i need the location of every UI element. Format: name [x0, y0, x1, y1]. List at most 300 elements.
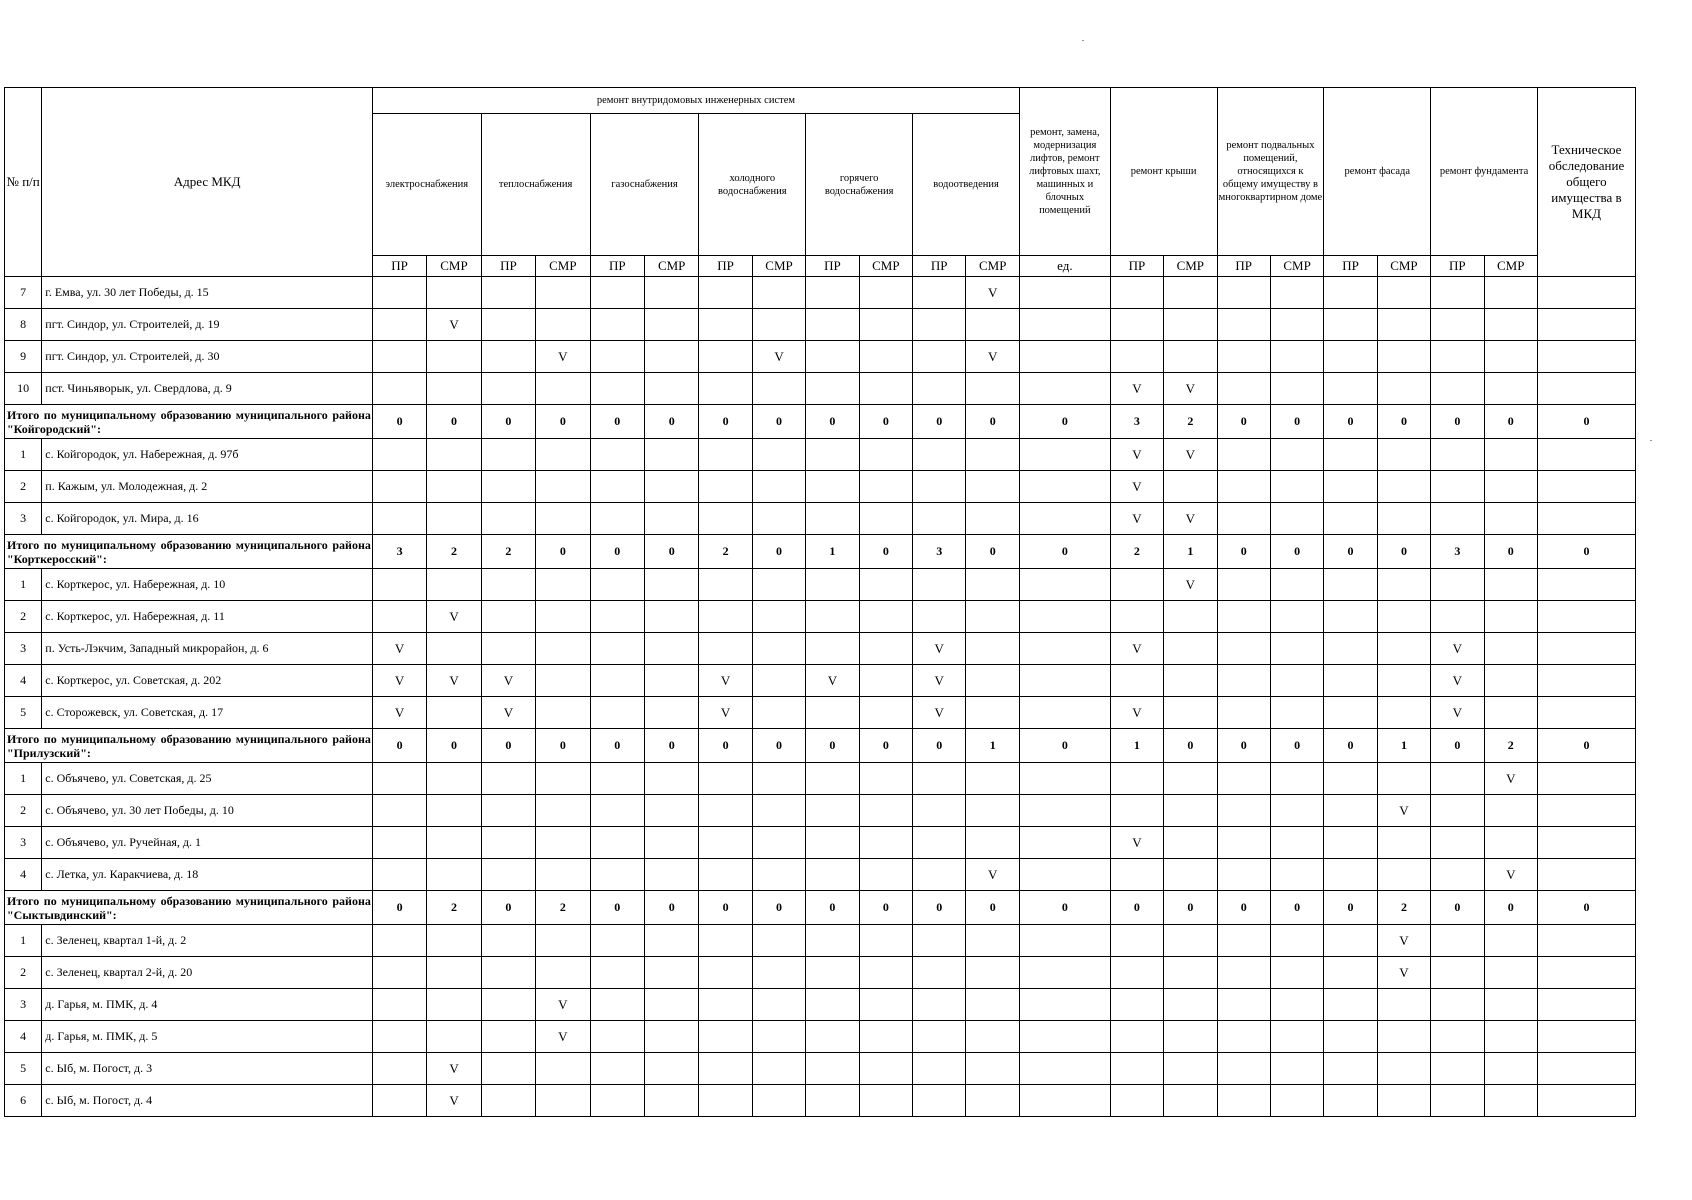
row-number: 4: [5, 665, 42, 697]
mark-cell: [1020, 1053, 1111, 1085]
total-cell: 2: [536, 891, 590, 925]
mark-cell: [752, 277, 805, 309]
row-address: с. Объячево, ул. 30 лет Победы, д. 10: [42, 795, 373, 827]
mark-cell: [859, 957, 912, 989]
mark-cell: [966, 1021, 1020, 1053]
mark-cell: [1431, 859, 1484, 891]
mark-cell: [590, 925, 644, 957]
mark-cell: [1484, 601, 1537, 633]
mark-cell: [859, 1053, 912, 1085]
total-cell: 0: [590, 729, 644, 763]
mark-cell: [913, 569, 966, 601]
mark-cell: [1484, 373, 1537, 405]
mark-cell: [536, 1053, 590, 1085]
total-cell: 0: [536, 405, 590, 439]
header-system-gas: газоснабжения: [590, 114, 699, 256]
mark-cell: V: [1110, 439, 1163, 471]
mark-cell: [1217, 859, 1270, 891]
mark-cell: [1324, 471, 1377, 503]
mark-cell: [913, 439, 966, 471]
mark-cell: [1020, 471, 1111, 503]
mark-cell: [1377, 859, 1430, 891]
mark-cell: [1324, 665, 1377, 697]
mark-cell: [372, 309, 426, 341]
mark-cell: [1217, 439, 1270, 471]
mark-cell: [752, 633, 805, 665]
subheader-smr-11: СМР: [966, 256, 1020, 277]
mark-cell: [1217, 277, 1270, 309]
row-address: п. Кажым, ул. Молодежная, д. 2: [42, 471, 373, 503]
mark-cell: [1484, 277, 1537, 309]
table-row: [5, 277, 1636, 309]
mark-cell: [699, 795, 752, 827]
mark-cell: [481, 569, 535, 601]
total-cell: 0: [806, 405, 859, 439]
mark-cell: V: [913, 697, 966, 729]
mark-cell: [590, 373, 644, 405]
mark-cell: [644, 439, 698, 471]
total-cell: 0: [1217, 535, 1270, 569]
mark-cell: [1324, 439, 1377, 471]
mark-cell: [644, 665, 698, 697]
total-cell: 0: [644, 729, 698, 763]
mark-cell: V: [699, 665, 752, 697]
mark-cell: V: [372, 697, 426, 729]
mark-cell: [1537, 827, 1635, 859]
mark-cell: [644, 859, 698, 891]
mark-cell: V: [1110, 697, 1163, 729]
mark-cell: [536, 827, 590, 859]
mark-cell: [1537, 341, 1635, 373]
mark-cell: [1217, 665, 1270, 697]
mark-cell: [1537, 763, 1635, 795]
mark-cell: [1217, 373, 1270, 405]
total-cell: 0: [481, 729, 535, 763]
mark-cell: [699, 569, 752, 601]
mark-cell: [1110, 859, 1163, 891]
subheader-smr-18: СМР: [1377, 256, 1430, 277]
row-address: с. Койгородок, ул. Набережная, д. 97б: [42, 439, 373, 471]
mark-cell: [644, 277, 698, 309]
mark-cell: [372, 503, 426, 535]
mark-cell: [536, 633, 590, 665]
mark-cell: [1537, 309, 1635, 341]
subheader-pr-10: ПР: [913, 256, 966, 277]
mark-cell: [1431, 795, 1484, 827]
row-address: с. Ыб, м. Погост, д. 3: [42, 1053, 373, 1085]
mark-cell: [859, 859, 912, 891]
total-cell: 1: [1110, 729, 1163, 763]
mark-cell: [1020, 925, 1111, 957]
mark-cell: V: [536, 1021, 590, 1053]
mark-cell: [590, 827, 644, 859]
total-cell: 0: [427, 405, 481, 439]
mark-cell: [1164, 827, 1217, 859]
mark-cell: [1110, 601, 1163, 633]
mark-cell: [536, 309, 590, 341]
mark-cell: [1431, 763, 1484, 795]
mark-cell: [644, 309, 698, 341]
mark-cell: [372, 1053, 426, 1085]
mark-cell: [859, 1085, 912, 1117]
mark-cell: [427, 827, 481, 859]
mark-cell: [806, 341, 859, 373]
mark-cell: V: [699, 697, 752, 729]
total-cell: 1: [806, 535, 859, 569]
row-address: с. Сторожевск, ул. Советская, д. 17: [42, 697, 373, 729]
mark-cell: [806, 633, 859, 665]
header-number: № п/п: [5, 88, 42, 277]
mark-cell: [699, 763, 752, 795]
mark-cell: [1270, 989, 1323, 1021]
total-cell: 0: [644, 405, 698, 439]
mark-cell: [1270, 957, 1323, 989]
mark-cell: [1377, 471, 1430, 503]
mark-cell: V: [372, 665, 426, 697]
mark-cell: [1110, 1085, 1163, 1117]
mark-cell: [806, 1085, 859, 1117]
mark-cell: [427, 763, 481, 795]
mark-cell: [1431, 925, 1484, 957]
total-cell: 0: [372, 729, 426, 763]
mark-cell: [481, 925, 535, 957]
mark-cell: [481, 471, 535, 503]
mark-cell: [1324, 763, 1377, 795]
total-cell: 0: [806, 729, 859, 763]
header-facade: ремонт фасада: [1324, 88, 1431, 256]
total-cell: 0: [1431, 729, 1484, 763]
mark-cell: [1537, 1085, 1635, 1117]
mark-cell: [1020, 309, 1111, 341]
total-cell: 0: [372, 405, 426, 439]
total-cell: 0: [1217, 891, 1270, 925]
mark-cell: [1537, 1053, 1635, 1085]
mark-cell: [1537, 471, 1635, 503]
mark-cell: [1270, 827, 1323, 859]
total-label: Итого по муниципальному образованию муниципального района "Сыктывдинский":: [5, 891, 373, 925]
mark-cell: [644, 697, 698, 729]
mark-cell: [1110, 795, 1163, 827]
subheader-pr-6: ПР: [699, 256, 752, 277]
mark-cell: [913, 925, 966, 957]
mark-cell: [590, 1053, 644, 1085]
mark-cell: [1324, 1053, 1377, 1085]
mark-cell: [966, 1053, 1020, 1085]
row-number: 4: [5, 1021, 42, 1053]
mark-cell: V: [752, 341, 805, 373]
total-row: [5, 405, 1636, 439]
mark-cell: [966, 309, 1020, 341]
mark-cell: [1537, 795, 1635, 827]
mark-cell: [1377, 503, 1430, 535]
mark-cell: [372, 989, 426, 1021]
header-system-heating: теплоснабжения: [481, 114, 590, 256]
total-cell: 0: [1110, 891, 1163, 925]
mark-cell: [752, 989, 805, 1021]
mark-cell: [1020, 665, 1111, 697]
mark-cell: [644, 827, 698, 859]
mark-cell: [806, 569, 859, 601]
mark-cell: [1324, 827, 1377, 859]
mark-cell: [913, 1085, 966, 1117]
mark-cell: [1324, 989, 1377, 1021]
subheader-smr-7: СМР: [752, 256, 805, 277]
mark-cell: [372, 341, 426, 373]
mark-cell: [590, 665, 644, 697]
mark-cell: [806, 957, 859, 989]
mark-cell: [913, 989, 966, 1021]
mark-cell: V: [1431, 633, 1484, 665]
mark-cell: [1164, 309, 1217, 341]
mark-cell: V: [1484, 859, 1537, 891]
mark-cell: [536, 665, 590, 697]
mark-cell: [536, 795, 590, 827]
mark-cell: [699, 373, 752, 405]
mark-cell: [1377, 1021, 1430, 1053]
mark-cell: [859, 439, 912, 471]
mark-cell: [536, 439, 590, 471]
mark-cell: [644, 1085, 698, 1117]
mark-cell: [536, 925, 590, 957]
mark-cell: [1484, 1021, 1537, 1053]
mark-cell: [1484, 633, 1537, 665]
mark-cell: [752, 601, 805, 633]
mark-cell: [590, 309, 644, 341]
mark-cell: [1270, 471, 1323, 503]
mark-cell: [1020, 795, 1111, 827]
mark-cell: [1484, 925, 1537, 957]
total-cell: 0: [644, 535, 698, 569]
mark-cell: [1377, 569, 1430, 601]
mark-cell: [1324, 795, 1377, 827]
mark-cell: [1484, 1053, 1537, 1085]
mark-cell: [752, 925, 805, 957]
mark-cell: [913, 503, 966, 535]
total-cell: 0: [1270, 535, 1323, 569]
mark-cell: [1020, 373, 1111, 405]
mark-cell: [1324, 859, 1377, 891]
mark-cell: [1020, 763, 1111, 795]
mark-cell: [1431, 1053, 1484, 1085]
total-cell: 0: [1324, 729, 1377, 763]
mark-cell: [1484, 569, 1537, 601]
mark-cell: [1217, 503, 1270, 535]
mark-cell: [427, 439, 481, 471]
mark-cell: [966, 763, 1020, 795]
mark-cell: [1377, 665, 1430, 697]
row-number: 5: [5, 1053, 42, 1085]
mark-cell: [1020, 1085, 1111, 1117]
mark-cell: [752, 957, 805, 989]
mark-cell: [1020, 439, 1111, 471]
mark-cell: [1484, 665, 1537, 697]
mark-cell: [1217, 1021, 1270, 1053]
subheader-smr-16: СМР: [1270, 256, 1323, 277]
mark-cell: [1431, 601, 1484, 633]
subheader-smr-9: СМР: [859, 256, 912, 277]
mark-cell: [427, 1021, 481, 1053]
row-number: 8: [5, 309, 42, 341]
mark-cell: [536, 697, 590, 729]
mark-cell: [752, 827, 805, 859]
mark-cell: [1217, 341, 1270, 373]
total-cell: 0: [859, 891, 912, 925]
mark-cell: [481, 1053, 535, 1085]
row-number: 1: [5, 763, 42, 795]
table-row: [5, 925, 1636, 957]
mark-cell: [1164, 277, 1217, 309]
mark-cell: [806, 439, 859, 471]
mark-cell: [1537, 633, 1635, 665]
mark-cell: [1377, 1085, 1430, 1117]
mark-cell: [859, 989, 912, 1021]
total-label: Итого по муниципальному образованию муниципального района "Корткеросский":: [5, 535, 373, 569]
mark-cell: [536, 601, 590, 633]
total-cell: 0: [859, 729, 912, 763]
mark-cell: [481, 763, 535, 795]
mark-cell: [427, 925, 481, 957]
mark-cell: [1110, 989, 1163, 1021]
total-row: [5, 535, 1636, 569]
mark-cell: [1431, 989, 1484, 1021]
mark-cell: [859, 471, 912, 503]
total-cell: 0: [1484, 891, 1537, 925]
header-basement: ремонт подвальных помещений, относящихся к общему имуществу в многоквартирном доме: [1217, 88, 1324, 256]
row-address: с. Объячево, ул. Советская, д. 25: [42, 763, 373, 795]
mark-cell: [1324, 373, 1377, 405]
mark-cell: [590, 1085, 644, 1117]
total-cell: 0: [590, 891, 644, 925]
mark-cell: [1484, 1085, 1537, 1117]
mark-cell: [752, 665, 805, 697]
mark-cell: [1270, 859, 1323, 891]
mark-cell: [806, 309, 859, 341]
mark-cell: V: [966, 859, 1020, 891]
mark-cell: [1020, 569, 1111, 601]
mark-cell: [1020, 827, 1111, 859]
mark-cell: [1270, 1085, 1323, 1117]
total-cell: 0: [1020, 405, 1111, 439]
total-cell: 0: [1270, 729, 1323, 763]
mark-cell: [372, 569, 426, 601]
mark-cell: [644, 989, 698, 1021]
total-cell: 0: [481, 405, 535, 439]
mark-cell: [1324, 341, 1377, 373]
mark-cell: [859, 925, 912, 957]
mark-cell: [699, 471, 752, 503]
mark-cell: [427, 957, 481, 989]
mark-cell: [1270, 309, 1323, 341]
table-row: [5, 1021, 1636, 1053]
mark-cell: [1537, 439, 1635, 471]
row-address: с. Корткерос, ул. Советская, д. 202: [42, 665, 373, 697]
mark-cell: [1484, 341, 1537, 373]
mark-cell: [1270, 763, 1323, 795]
mark-cell: V: [427, 1053, 481, 1085]
total-cell: 0: [1164, 891, 1217, 925]
header-system-cold-water: холодного водоснабжения: [699, 114, 806, 256]
mark-cell: [536, 859, 590, 891]
total-cell: 3: [913, 535, 966, 569]
mark-cell: [913, 277, 966, 309]
mark-cell: [806, 1021, 859, 1053]
header-system-hot-water: горячего водоснабжения: [806, 114, 913, 256]
total-cell: 0: [699, 891, 752, 925]
mark-cell: [806, 503, 859, 535]
mark-cell: [699, 309, 752, 341]
mark-cell: [1324, 633, 1377, 665]
mark-cell: V: [1431, 697, 1484, 729]
mark-cell: [699, 1021, 752, 1053]
mark-cell: [806, 471, 859, 503]
subheader-smr-5: СМР: [644, 256, 698, 277]
row-address: с. Зеленец, квартал 1-й, д. 2: [42, 925, 373, 957]
mark-cell: [1431, 827, 1484, 859]
mark-cell: [536, 569, 590, 601]
mark-cell: [372, 763, 426, 795]
mark-cell: [1431, 277, 1484, 309]
mark-cell: [1270, 795, 1323, 827]
mark-cell: [372, 957, 426, 989]
row-address: с. Летка, ул. Каракчиева, д. 18: [42, 859, 373, 891]
subheader-pr-4: ПР: [590, 256, 644, 277]
row-number: 2: [5, 601, 42, 633]
mark-cell: [1537, 697, 1635, 729]
mark-cell: V: [1110, 373, 1163, 405]
mark-cell: [1537, 503, 1635, 535]
mark-cell: [752, 697, 805, 729]
row-number: 5: [5, 697, 42, 729]
total-cell: 0: [1164, 729, 1217, 763]
mark-cell: [752, 795, 805, 827]
mark-cell: [752, 763, 805, 795]
mark-cell: [1484, 989, 1537, 1021]
table-row: [5, 1085, 1636, 1117]
mark-cell: [644, 795, 698, 827]
mark-cell: [1431, 1085, 1484, 1117]
mark-cell: [913, 1053, 966, 1085]
mark-cell: [427, 859, 481, 891]
mark-cell: [859, 665, 912, 697]
mark-cell: [699, 827, 752, 859]
total-cell: 2: [1484, 729, 1537, 763]
mark-cell: [644, 569, 698, 601]
total-cell: 0: [1324, 891, 1377, 925]
table-row: [5, 503, 1636, 535]
mark-cell: [536, 373, 590, 405]
header-inspection: Техническое обследование общего имущества в МКД: [1537, 88, 1635, 277]
mark-cell: [1324, 1021, 1377, 1053]
mark-cell: [1484, 439, 1537, 471]
mark-cell: [859, 1021, 912, 1053]
row-number: 10: [5, 373, 42, 405]
row-number: 3: [5, 503, 42, 535]
mark-cell: [1164, 471, 1217, 503]
mark-cell: [1537, 925, 1635, 957]
mark-cell: [1537, 277, 1635, 309]
row-number: 3: [5, 633, 42, 665]
table-row: [5, 665, 1636, 697]
mark-cell: [1164, 1021, 1217, 1053]
mark-cell: [590, 1021, 644, 1053]
mark-cell: [372, 1085, 426, 1117]
total-cell: 0: [1324, 405, 1377, 439]
total-cell: 2: [427, 535, 481, 569]
mark-cell: [372, 827, 426, 859]
mark-cell: [1164, 697, 1217, 729]
row-address: с. Объячево, ул. Ручейная, д. 1: [42, 827, 373, 859]
mark-cell: [1537, 601, 1635, 633]
